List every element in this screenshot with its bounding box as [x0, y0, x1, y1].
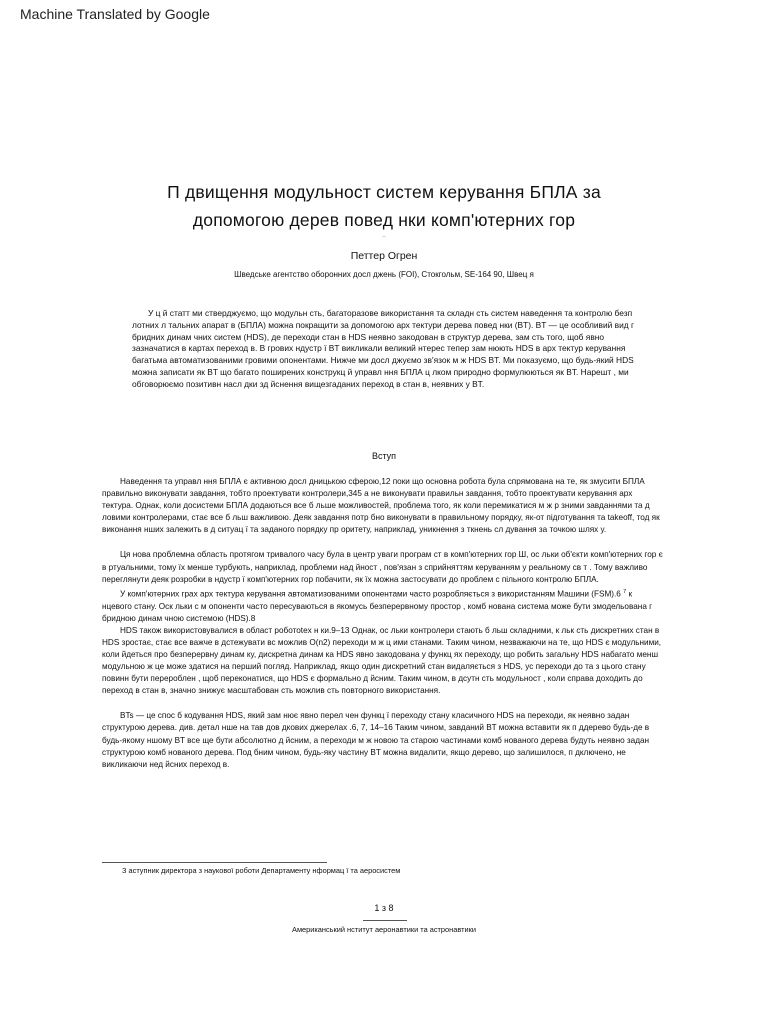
body-paragraph-3 — [102, 586, 664, 625]
abstract — [132, 308, 642, 391]
footnote: З аступник директора з наукової роботи Департаменту нформац ї та аеросистем — [122, 866, 401, 875]
body-paragraph-4: HDS також використовувалися в област роботоtex н ки.9–13 Однак, ос льки контролери стають б льш складними, к льк сть дискретних стан в HDS зростає, стає все важче в дстежувати вс можлив O(n2) переходи м ж ц ими станами. Таким чином, незважаючи на те, що HDS є модульними, коли йдеться про безперервну динам ку, дискретна динам ка HDS явно закодована у функц ях переходу, що робить загальну HDS набагато менш модульною ж це може здатися на перший погляд. Наприклад, якщо один дискретний стан видаляється з HDS, ус переходи до та з цього стану повинн бути перероблен , щоб переконатися, що HDS є формально д йсним. Таким чином, в дсутн сть модульност , коли справа доходить до переход в стан в, значно знижує масштабован сть можлив сть повторного використання. — [102, 625, 662, 696]
reference-superscript: 7 — [623, 588, 627, 595]
abstract-text: У ц й статт ми стверджуємо, що модульн сть, багаторазове використання та складн сть систем наведення та контролю безп лотних л тальних апарат в (БПЛА) можна покращити за допомогою арх тектури дерева повед нки (BT). BT — це особливий вид г бридних динам чних систем (HDS), де переходи стан в HDS неявно закодован в структур дерева, зам сть того, щоб явно зазначатися в картах переход в. В грових ндустр ї BT викликали великий нтерес тепер зам нюють HDS в арх тектур керування багатьма автоматизованими гровими опонентами. Нижче ми досл джуємо зв'язок м ж HDS BT. Ми показуємо, що будь-який HDS можна записати як BT що багато поширених конструкц й управл ння БПЛА ц лком природно формулюються як BT. Нарешт , ми обговорюємо позитивн насл дки зд йснення вищезгаданих переход в стан в, неявних у BT. — [132, 308, 635, 389]
title-line-1: П двищення модульност систем керування БПЛА за — [167, 182, 601, 202]
title-separator-dots: .. — [382, 232, 386, 239]
body-paragraph-2: Ця нова проблемна область протягом тривалого часу була в центр уваги програм ст в комп'ютерних гор Ш, ос льки об'єкти комп'ютерних гор є в ртуальними, тому їх менше турбують, наприклад, проблеми над йност , пов'язан з сприйняттям керуванням у реальному св т . Тому важливо переглянути деяк розробки в ндустр ї комп'ютерних гор побачити, як їх можна застосувати до проблем с пільного контролю БПЛА. — [102, 550, 663, 584]
body-text — [102, 476, 664, 771]
footnote-divider — [102, 862, 327, 863]
paper-title — [100, 178, 668, 234]
publisher-footer: Американський нститут аеронавтики та астронавтики — [292, 925, 476, 934]
section-heading: Вступ — [371, 451, 397, 461]
author-affiliation: Шведське агентство оборонних досл джень (FOI), Стокгольм, SE-164 90, Швец я — [234, 270, 534, 279]
machine-translation-banner: Machine Translated by Google — [20, 6, 210, 22]
author-name: Петтер Огрен — [350, 250, 418, 262]
body-paragraph-1: Наведення та управл ння БПЛА є активною досл дницькою сферою,12 поки що основна робота була спрямована на те, як змусити БПЛА правильно виконувати завдання, тобто проектувати контролери,345 а не виконувати правильн завдання, тобто проектувати керування арх тектура. Однак, коли досистеми БПЛА додаються все б льше можливостей, проблема того, як коли перемикатися м ж р зними завданнями та д ловими контролерами, стає все б льш важливою. Деяк завдання потр бно виконувати в правильному порядку, як-от підготування та takeoff, тод як виконання нших залежить в д ситуац ї та заданого порядку пр оритету, наприклад, уникнення з ткнень сл дування за точкою шлях у. — [102, 477, 660, 535]
body-paragraph-3-text: У комп'ютерних грах арх тектура керування автоматизованими опонентами часто розробляється з використанням Машини (FSM).6 — [120, 589, 621, 599]
page-number-divider — [363, 920, 407, 921]
title-line-2: допомогою дерев повед нки комп'ютерних гор — [192, 210, 576, 230]
page-number: 1 з 8 — [374, 903, 394, 913]
body-paragraph-5: BTs — це спос б кодування HDS, який зам нює явно перел чен функц ї переходу стану класичного HDS на переходи, як неявно задан структурою дерева. див. детал нше на тав дов дкових джерелах .6, 7, 14–16 Таким чином, завданий BT можна вставити як п ддерево будь-де в будь-якому ншому BT все ще бути абсолютно д йсним, а переходи м ж новою та старою частинами комб нованого дерева будуть неявно задан структурою комб нованого дерева. Под бним чином, будь-яку частину BT можна видалити, якщо дерево, що залишилося, п дключено, не викликаючи нед йсних переход в. — [102, 711, 650, 769]
body-paragraph-3-continued: к нцевого стану. Оск льки с м опоненти часто пересуваються в якомусь безперервному простор , комб нована система може бути змодельована г бридною динам чною системою (HDS).8 — [102, 589, 653, 623]
